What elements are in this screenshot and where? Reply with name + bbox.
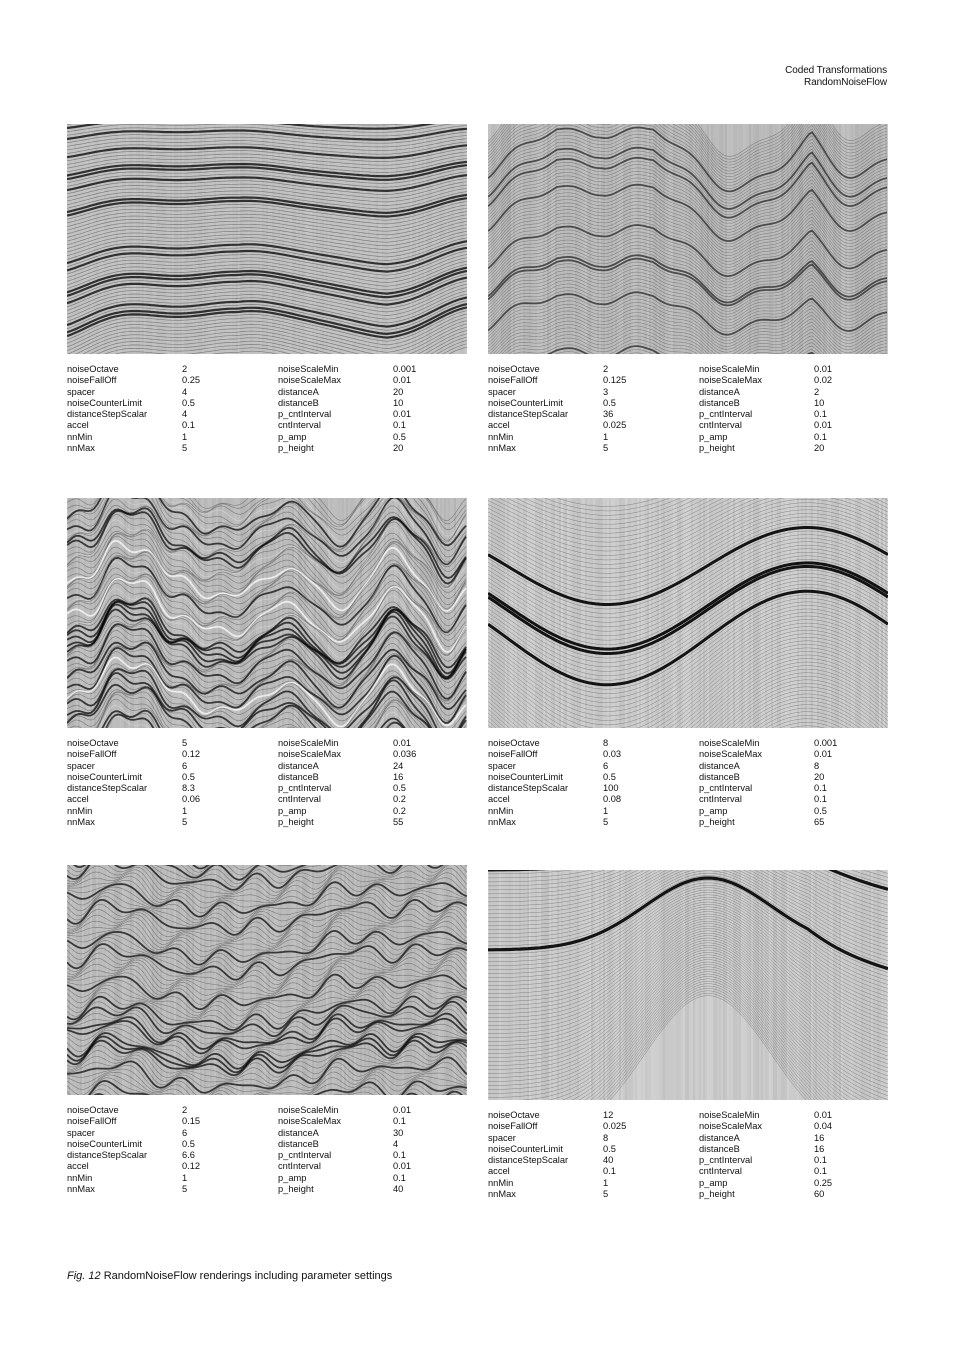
parameter-name: accel: [67, 1161, 89, 1172]
caption-text: RandomNoiseFlow renderings including parameter settings: [103, 1270, 393, 1282]
parameter-value: 0.12: [182, 1161, 201, 1172]
parameter-row: [488, 772, 888, 783]
parameter-value: 20: [814, 771, 825, 782]
parameter-name: noiseScaleMax: [278, 1116, 342, 1127]
parameter-row: [67, 761, 467, 772]
parameter-name: cntInterval: [699, 1166, 742, 1177]
parameter-value: 0.01: [814, 1110, 833, 1120]
parameter-value: 0.01: [814, 364, 833, 374]
parameter-name: distanceB: [699, 397, 740, 408]
parameter-value: 0.5: [182, 397, 195, 408]
parameter-value: 8: [603, 1132, 609, 1143]
parameter-row: [488, 794, 888, 805]
parameter-name: distanceStepScalar: [488, 1155, 569, 1166]
parameter-row: [488, 749, 888, 760]
parameter-row: [67, 817, 467, 828]
parameter-name: cntInterval: [699, 794, 742, 805]
parameter-name: p_amp: [699, 1177, 728, 1188]
parameter-value: 40: [603, 1155, 614, 1166]
parameter-name: noiseFallOff: [67, 375, 117, 386]
parameter-row: [67, 794, 467, 805]
parameter-name: noiseFallOff: [488, 375, 538, 386]
parameter-name: nnMax: [488, 1189, 516, 1200]
parameter-name: nnMax: [488, 443, 516, 454]
parameter-value: 0.1: [814, 783, 827, 794]
parameter-value: 0.01: [393, 375, 412, 386]
parameter-row: [488, 443, 888, 454]
parameter-value: 0.01: [393, 1105, 412, 1115]
parameter-value: 0.5: [814, 805, 827, 816]
parameter-name: accel: [67, 794, 89, 805]
parameter-value: 60: [814, 1189, 825, 1200]
noise-flow-rendering: [67, 498, 467, 728]
parameter-value: 0.001: [814, 738, 838, 748]
parameter-row: [67, 1184, 467, 1195]
parameter-row: [67, 387, 467, 398]
parameter-name: noiseFallOff: [67, 1116, 117, 1127]
parameter-row: [67, 1150, 467, 1161]
parameter-name: nnMin: [488, 1177, 514, 1188]
parameter-table: [488, 1110, 888, 1200]
parameter-value: 0.1: [814, 1155, 827, 1166]
figure-panel-5: [67, 865, 467, 1195]
parameter-value: 1: [603, 805, 609, 816]
parameter-name: distanceB: [278, 397, 319, 408]
parameter-value: 0.001: [393, 364, 417, 374]
parameter-value: 0.1: [182, 420, 195, 431]
parameter-name: noiseCounterLimit: [488, 397, 563, 408]
parameter-name: noiseScaleMax: [699, 749, 763, 760]
parameter-name: distanceA: [699, 760, 740, 771]
parameter-value: 1: [182, 1172, 188, 1183]
parameter-name: noiseOctave: [488, 1110, 540, 1120]
parameter-name: nnMax: [67, 817, 95, 828]
parameter-name: p_height: [278, 443, 314, 454]
parameter-value: 4: [393, 1138, 399, 1149]
figure-panel-1: [67, 124, 467, 454]
parameter-value: 0.12: [182, 749, 201, 760]
parameter-value: 16: [814, 1143, 825, 1154]
parameter-value: 16: [393, 771, 404, 782]
parameter-name: noiseScaleMin: [278, 364, 339, 374]
header-subtitle: RandomNoiseFlow: [804, 77, 887, 88]
parameter-row: [67, 1128, 467, 1139]
parameter-value: 8: [814, 760, 820, 771]
parameter-value: 55: [393, 817, 404, 828]
parameter-value: 0.1: [814, 794, 827, 805]
parameter-value: 6.6: [182, 1150, 195, 1161]
parameter-name: accel: [488, 420, 510, 431]
parameter-value: 0.5: [603, 397, 616, 408]
parameter-value: 24: [393, 760, 404, 771]
noise-flow-rendering: [488, 124, 888, 354]
parameter-value: 1: [603, 1177, 609, 1188]
parameter-name: cntInterval: [278, 420, 321, 431]
parameter-name: nnMin: [67, 431, 93, 442]
parameter-value: 36: [603, 409, 614, 420]
parameter-value: 0.25: [814, 1177, 833, 1188]
parameter-name: p_cntInterval: [278, 1150, 332, 1161]
parameter-value: 65: [814, 817, 825, 828]
parameter-row: [488, 1178, 888, 1189]
parameter-name: p_height: [278, 1184, 314, 1195]
parameter-value: 0.2: [393, 794, 406, 805]
parameter-value: 0.5: [182, 771, 195, 782]
parameter-value: 0.1: [603, 1166, 616, 1177]
parameter-value: 10: [393, 397, 404, 408]
parameter-value: 5: [182, 443, 188, 454]
parameter-name: noiseScaleMin: [699, 364, 760, 374]
parameter-value: 0.025: [603, 1121, 627, 1132]
parameter-row: [67, 409, 467, 420]
parameter-name: noiseScaleMin: [699, 738, 760, 748]
parameter-name: nnMax: [67, 1184, 95, 1195]
parameter-row: [67, 1161, 467, 1172]
parameter-name: nnMin: [488, 431, 514, 442]
parameter-row: [67, 1173, 467, 1184]
parameter-row: [488, 761, 888, 772]
parameter-name: p_cntInterval: [699, 409, 753, 420]
parameter-name: noiseScaleMin: [278, 738, 339, 748]
parameter-table: [67, 738, 467, 828]
parameter-value: 0.03: [603, 749, 622, 760]
parameter-name: distanceA: [699, 1132, 740, 1143]
parameter-name: noiseOctave: [67, 364, 119, 374]
parameter-row: [488, 738, 888, 749]
parameter-name: noiseOctave: [488, 738, 540, 748]
parameter-name: noiseOctave: [488, 364, 540, 374]
parameter-name: p_height: [699, 1189, 735, 1200]
parameter-value: 20: [393, 386, 404, 397]
parameter-value: 5: [603, 817, 609, 828]
parameter-row: [67, 806, 467, 817]
parameter-value: 0.1: [393, 1116, 406, 1127]
parameter-name: noiseCounterLimit: [488, 771, 563, 782]
parameter-name: distanceB: [699, 1143, 740, 1154]
parameter-name: p_height: [278, 817, 314, 828]
parameter-name: cntInterval: [699, 420, 742, 431]
parameter-value: 0.08: [603, 794, 622, 805]
parameter-name: noiseScaleMax: [699, 375, 763, 386]
parameter-name: spacer: [488, 760, 516, 771]
parameter-row: [67, 1105, 467, 1116]
parameter-name: accel: [488, 794, 510, 805]
parameter-row: [488, 1144, 888, 1155]
parameter-value: 5: [182, 738, 188, 748]
parameter-value: 4: [182, 409, 188, 420]
parameter-value: 6: [603, 760, 609, 771]
parameter-value: 6: [182, 760, 188, 771]
parameter-value: 20: [393, 443, 404, 454]
parameter-name: p_cntInterval: [278, 783, 332, 794]
parameter-name: noiseFallOff: [488, 1121, 538, 1132]
parameter-name: distanceB: [699, 771, 740, 782]
parameter-value: 0.06: [182, 794, 201, 805]
parameter-name: distanceStepScalar: [488, 409, 569, 420]
parameter-name: noiseScaleMax: [278, 375, 342, 386]
parameter-name: noiseScaleMax: [699, 1121, 763, 1132]
parameter-value: 12: [603, 1110, 614, 1120]
parameter-name: p_amp: [699, 805, 728, 816]
parameter-name: spacer: [488, 386, 516, 397]
parameter-row: [67, 1116, 467, 1127]
parameter-value: 5: [603, 1189, 609, 1200]
parameter-name: noiseCounterLimit: [67, 1138, 142, 1149]
parameter-row: [488, 1121, 888, 1132]
parameter-name: noiseFallOff: [488, 749, 538, 760]
parameter-row: [67, 432, 467, 443]
parameter-value: 0.5: [603, 1143, 616, 1154]
parameter-value: 0.5: [182, 1138, 195, 1149]
parameter-row: [488, 432, 888, 443]
parameter-name: distanceStepScalar: [488, 783, 569, 794]
parameter-value: 5: [182, 1184, 188, 1195]
parameter-value: 2: [603, 364, 609, 374]
parameter-value: 4: [182, 386, 188, 397]
parameter-value: 0.01: [814, 420, 833, 431]
parameter-value: 0.1: [393, 1150, 406, 1161]
parameter-row: [488, 817, 888, 828]
parameter-table: [67, 364, 467, 454]
parameter-name: noiseScaleMax: [278, 749, 342, 760]
parameter-row: [488, 1189, 888, 1200]
parameter-row: [67, 749, 467, 760]
parameter-value: 0.025: [603, 420, 627, 431]
parameter-row: [488, 1110, 888, 1121]
parameter-row: [488, 409, 888, 420]
noise-flow-rendering: [67, 865, 467, 1095]
parameter-name: noiseScaleMin: [278, 1105, 339, 1115]
parameter-value: 0.5: [393, 431, 406, 442]
parameter-row: [67, 1139, 467, 1150]
parameter-value: 100: [603, 783, 619, 794]
parameter-value: 8.3: [182, 783, 195, 794]
parameter-row: [67, 375, 467, 386]
parameter-row: [67, 398, 467, 409]
parameter-name: accel: [488, 1166, 510, 1177]
parameter-value: 2: [814, 386, 820, 397]
parameter-name: distanceB: [278, 1138, 319, 1149]
noise-flow-rendering: [67, 124, 467, 354]
parameter-value: 8: [603, 738, 609, 748]
parameter-value: 1: [603, 431, 609, 442]
parameter-name: distanceStepScalar: [67, 409, 148, 420]
parameter-value: 6: [182, 1127, 188, 1138]
parameter-row: [67, 364, 467, 375]
parameter-value: 10: [814, 397, 825, 408]
parameter-row: [488, 806, 888, 817]
parameter-row: [67, 443, 467, 454]
parameter-name: distanceA: [278, 1127, 319, 1138]
parameter-name: p_height: [699, 817, 735, 828]
parameter-table: [488, 364, 888, 454]
parameter-name: spacer: [67, 760, 95, 771]
parameter-name: p_height: [699, 443, 735, 454]
parameter-row: [67, 783, 467, 794]
parameter-value: 0.1: [814, 409, 827, 420]
parameter-name: distanceStepScalar: [67, 783, 148, 794]
parameter-name: nnMin: [488, 805, 514, 816]
parameter-value: 0.02: [814, 375, 833, 386]
parameter-value: 0.1: [393, 420, 406, 431]
parameter-table: [67, 1105, 467, 1195]
parameter-row: [488, 420, 888, 431]
parameter-name: p_cntInterval: [699, 1155, 753, 1166]
parameter-value: 0.1: [814, 431, 827, 442]
parameter-name: spacer: [67, 386, 95, 397]
parameter-value: 0.04: [814, 1121, 833, 1132]
header-title: Coded Transformations: [785, 65, 887, 76]
parameter-value: 5: [182, 817, 188, 828]
parameter-value: 2: [182, 364, 188, 374]
parameter-name: noiseCounterLimit: [67, 771, 142, 782]
parameter-row: [488, 387, 888, 398]
parameter-row: [488, 1155, 888, 1166]
parameter-row: [488, 375, 888, 386]
parameter-value: 0.01: [393, 409, 412, 420]
parameter-row: [67, 738, 467, 749]
parameter-value: 0.5: [603, 771, 616, 782]
parameter-value: 0.01: [393, 1161, 412, 1172]
parameter-name: distanceA: [278, 760, 319, 771]
parameter-name: distanceA: [278, 386, 319, 397]
parameter-value: 1: [182, 805, 188, 816]
parameter-name: cntInterval: [278, 794, 321, 805]
parameter-value: 0.1: [814, 1166, 827, 1177]
parameter-name: p_cntInterval: [278, 409, 332, 420]
parameter-name: cntInterval: [278, 1161, 321, 1172]
noise-flow-rendering: [488, 870, 888, 1100]
parameter-name: p_amp: [278, 1172, 307, 1183]
parameter-row: [67, 420, 467, 431]
parameter-value: 20: [814, 443, 825, 454]
parameter-value: 16: [814, 1132, 825, 1143]
running-header: [785, 65, 887, 89]
parameter-value: 1: [182, 431, 188, 442]
parameter-name: noiseFallOff: [67, 749, 117, 760]
figure-caption: [67, 1270, 392, 1283]
parameter-value: 0.036: [393, 749, 417, 760]
parameter-name: nnMax: [67, 443, 95, 454]
parameter-name: p_cntInterval: [699, 783, 753, 794]
parameter-value: 0.25: [182, 375, 201, 386]
parameter-value: 0.2: [393, 805, 406, 816]
parameter-name: accel: [67, 420, 89, 431]
parameter-name: noiseOctave: [67, 1105, 119, 1115]
parameter-value: 0.01: [814, 749, 833, 760]
parameter-name: nnMin: [67, 1172, 93, 1183]
parameter-value: 30: [393, 1127, 404, 1138]
figure-number: Fig. 12: [67, 1270, 101, 1282]
parameter-value: 5: [603, 443, 609, 454]
parameter-row: [488, 1166, 888, 1177]
parameter-value: 2: [182, 1105, 188, 1115]
parameter-name: noiseOctave: [67, 738, 119, 748]
figure-panel-6: [488, 870, 888, 1200]
parameter-name: p_amp: [278, 431, 307, 442]
parameter-name: distanceB: [278, 771, 319, 782]
parameter-row: [67, 772, 467, 783]
parameter-name: distanceA: [699, 386, 740, 397]
parameter-name: nnMax: [488, 817, 516, 828]
parameter-name: spacer: [67, 1127, 95, 1138]
parameter-value: 0.1: [393, 1172, 406, 1183]
parameter-value: 0.01: [393, 738, 412, 748]
figure-panel-3: [67, 498, 467, 828]
parameter-row: [488, 783, 888, 794]
parameter-name: noiseCounterLimit: [67, 397, 142, 408]
parameter-name: nnMin: [67, 805, 93, 816]
figure-panel-4: [488, 498, 888, 828]
parameter-row: [488, 1133, 888, 1144]
parameter-name: distanceStepScalar: [67, 1150, 148, 1161]
parameter-value: 3: [603, 386, 609, 397]
parameter-value: 0.15: [182, 1116, 201, 1127]
noise-flow-rendering: [488, 498, 888, 728]
parameter-name: noiseScaleMin: [699, 1110, 760, 1120]
parameter-name: p_amp: [699, 431, 728, 442]
parameter-value: 0.125: [603, 375, 627, 386]
parameter-row: [488, 364, 888, 375]
figure-panel-2: [488, 124, 888, 454]
parameter-row: [488, 398, 888, 409]
parameter-name: noiseCounterLimit: [488, 1143, 563, 1154]
parameter-value: 40: [393, 1184, 404, 1195]
parameter-value: 0.5: [393, 783, 406, 794]
parameter-name: spacer: [488, 1132, 516, 1143]
parameter-name: p_amp: [278, 805, 307, 816]
parameter-table: [488, 738, 888, 828]
